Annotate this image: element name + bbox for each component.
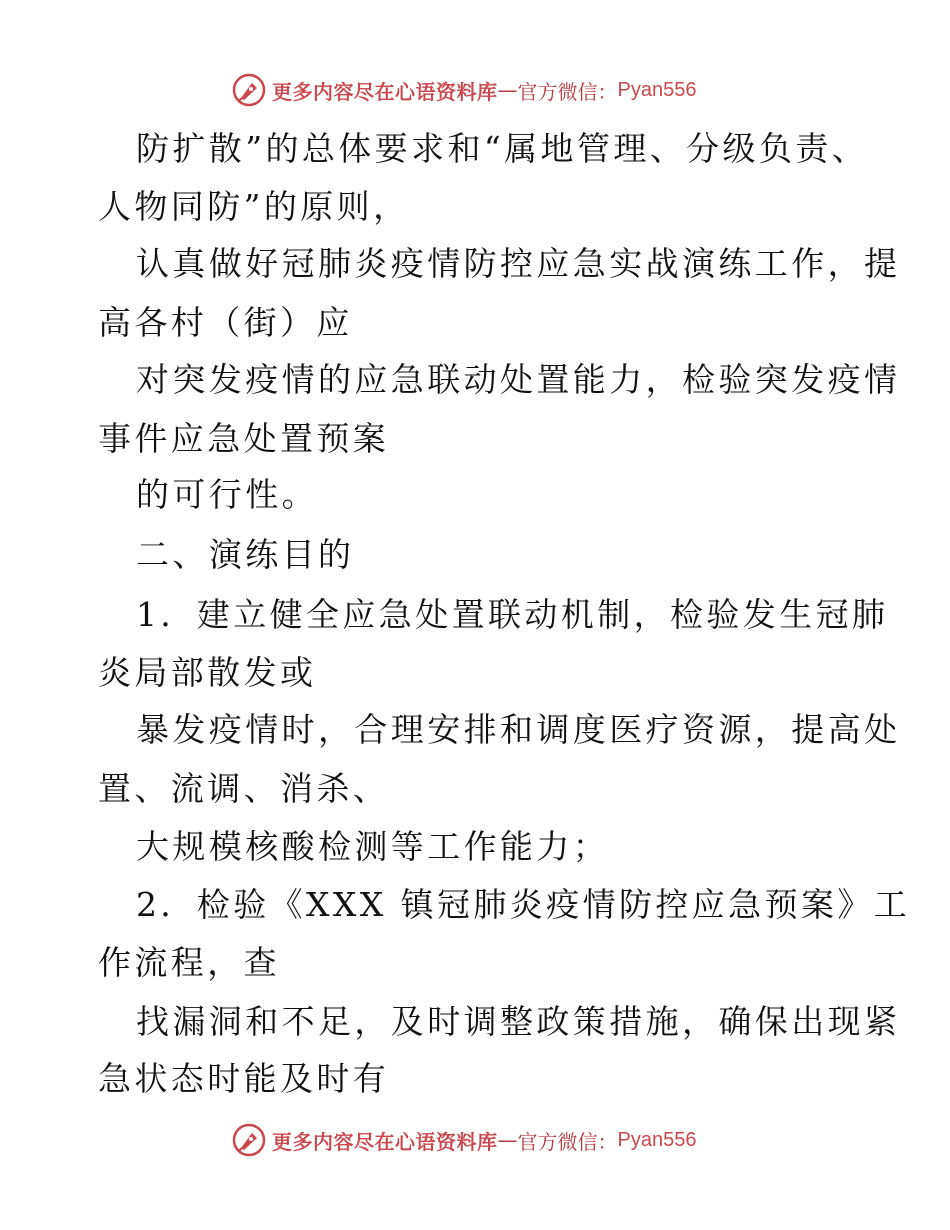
body-line: 高各村（街）应	[98, 303, 353, 342]
header-banner[interactable]	[232, 72, 696, 108]
body-line: 人物同防”的原则，	[98, 187, 410, 226]
body-line: 暴发疫情时，合理安排和调度医疗资源，提高处	[136, 710, 901, 749]
banner-wechat-label: 官方微信：	[517, 79, 618, 104]
banner-wechat-id: Pyan556	[617, 78, 697, 101]
body-line: 置、流调、消杀、	[98, 769, 390, 808]
pen-nib-logo-icon	[232, 73, 266, 107]
body-line: 的可行性。	[136, 475, 318, 514]
body-line: 事件应急处置预案	[98, 419, 390, 458]
body-line: 大规模核酸检测等工作能力；	[136, 827, 610, 866]
body-line: 找漏洞和不足，及时调整政策措施，确保出现紧	[136, 1002, 901, 1041]
banner-title: 更多内容尽在心语资料库	[272, 79, 498, 104]
body-line: 1．建立健全应急处置联动机制，检验发生冠肺	[136, 595, 889, 634]
banner-dash: —	[497, 1128, 518, 1152]
banner-title: 更多内容尽在心语资料库	[272, 1129, 498, 1154]
body-line: 作流程，查	[98, 943, 280, 982]
body-line: 急状态时能及时有	[98, 1059, 390, 1098]
body-line: 认真做好冠肺炎疫情防控应急实战演练工作，提	[136, 244, 901, 283]
pen-nib-logo-icon	[232, 1123, 266, 1157]
banner-wechat-id: Pyan556	[617, 1128, 697, 1151]
banner-wechat-label: 官方微信：	[517, 1129, 618, 1154]
body-line: 对突发疫情的应急联动处置能力，检验突发疫情	[136, 360, 901, 399]
footer-banner[interactable]	[232, 1122, 696, 1158]
body-line: 防扩散”的总体要求和“属地管理、分级负责、	[136, 129, 869, 168]
body-line: 2．检验《XXX 镇冠肺炎疫情防控应急预案》工	[136, 885, 911, 924]
body-line: 炎局部散发或	[98, 653, 317, 692]
section-heading: 二、演练目的	[136, 535, 355, 574]
banner-dash: —	[497, 78, 518, 102]
